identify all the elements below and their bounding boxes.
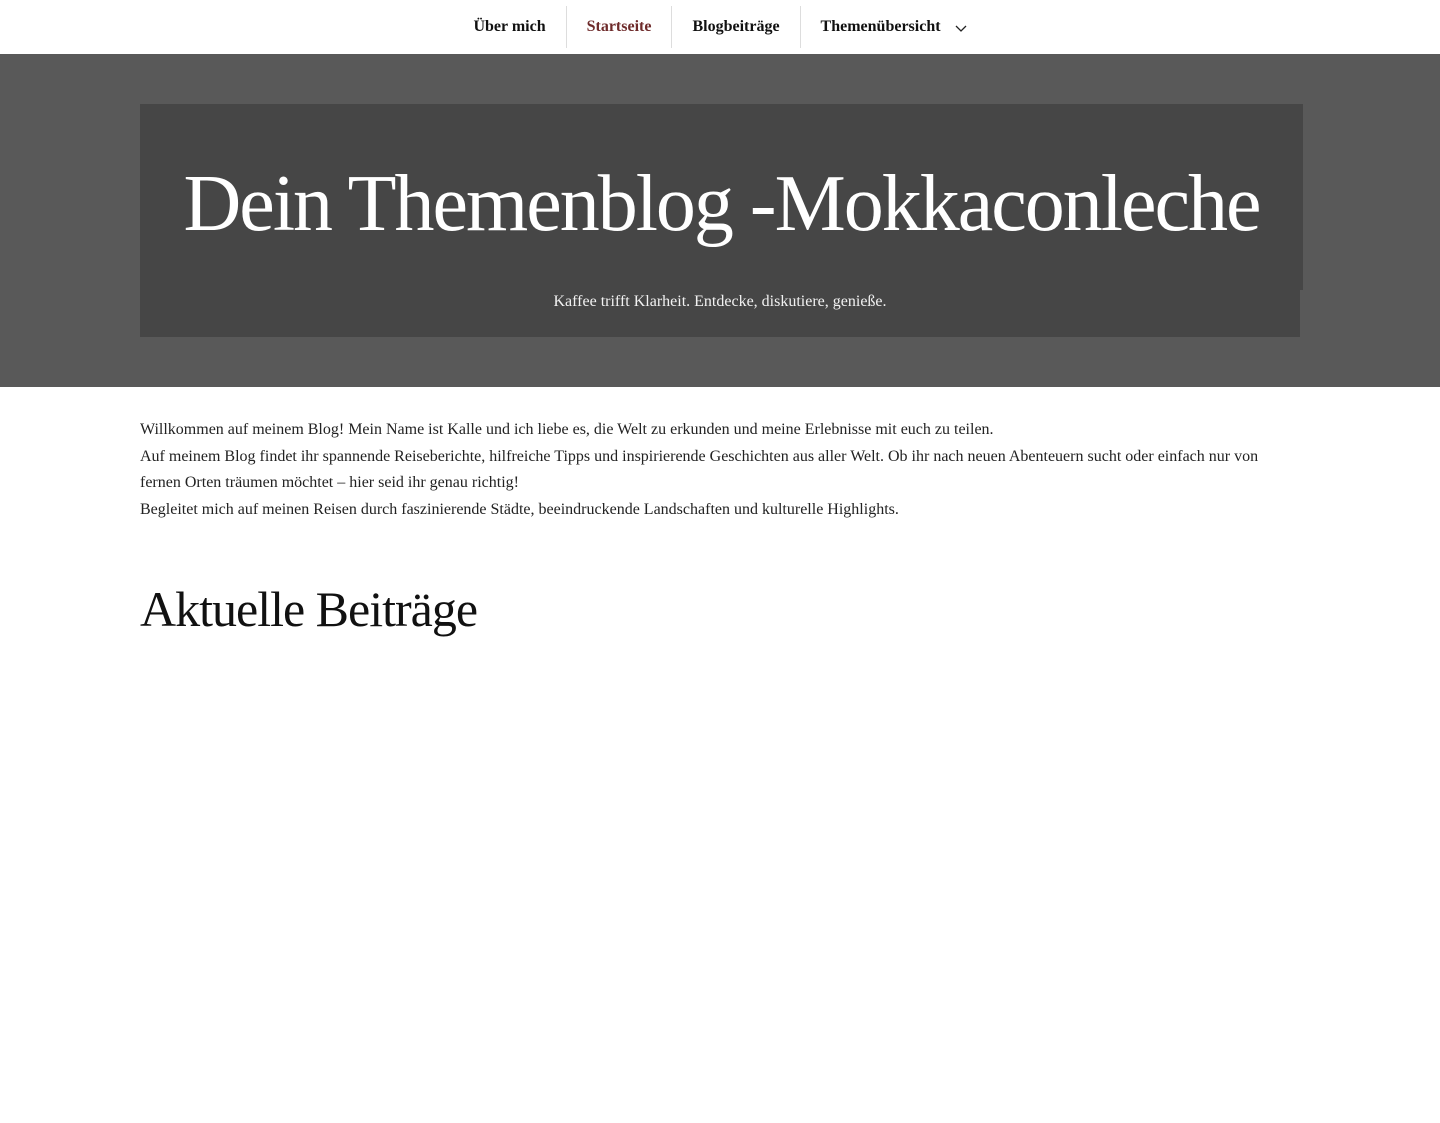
recent-posts-heading: Aktuelle Beiträge [140, 581, 478, 637]
top-navigation [0, 0, 1440, 54]
chevron-down-icon[interactable] [955, 21, 967, 33]
hero-banner [0, 54, 1440, 387]
intro-paragraph: Willkommen auf meinem Blog! Mein Name ist Kalle und ich liebe es, die Welt zu erkunden und meine Erlebnisse mit euch zu teilen. [140, 421, 994, 438]
intro-paragraph: Auf meinem Blog findet ihr spannende Reiseberichte, hilfreiche Tipps und inspirierende Geschichten aus aller Welt. Ob ihr nach neuen Abenteuern sucht oder einfach nur von fernen Orten träumen möchtet – hier seid ihr genau richtig! [140, 447, 1259, 491]
nav-item-startseite[interactable] [566, 6, 672, 48]
intro-paragraph: Begleitet mich auf meinen Reisen durch faszinierende Städte, beeindruckende Landschaften und kulturelle Highlights. [140, 500, 899, 518]
intro-text [140, 417, 1300, 523]
main-menu [453, 6, 986, 48]
nav-item-label: Blogbeiträge [692, 18, 780, 35]
nav-item-themenuebersicht[interactable] [800, 6, 987, 48]
nav-item-blogbeitraege[interactable] [671, 6, 799, 48]
nav-item-label: Über mich [473, 18, 546, 35]
hero-title-box [140, 104, 1303, 290]
hero-tagline-box [140, 290, 1300, 337]
nav-item-label: Startseite [586, 18, 652, 35]
main-content [0, 387, 1440, 641]
site-tagline: Kaffee trifft Klarheit. Entdecke, diskutiere, genieße. [553, 293, 887, 310]
site-title: Dein Themenblog -Mokkaconleche [183, 160, 1260, 248]
nav-item-label: Themenübersicht [820, 18, 941, 35]
nav-item-ueber-mich[interactable] [453, 6, 565, 48]
